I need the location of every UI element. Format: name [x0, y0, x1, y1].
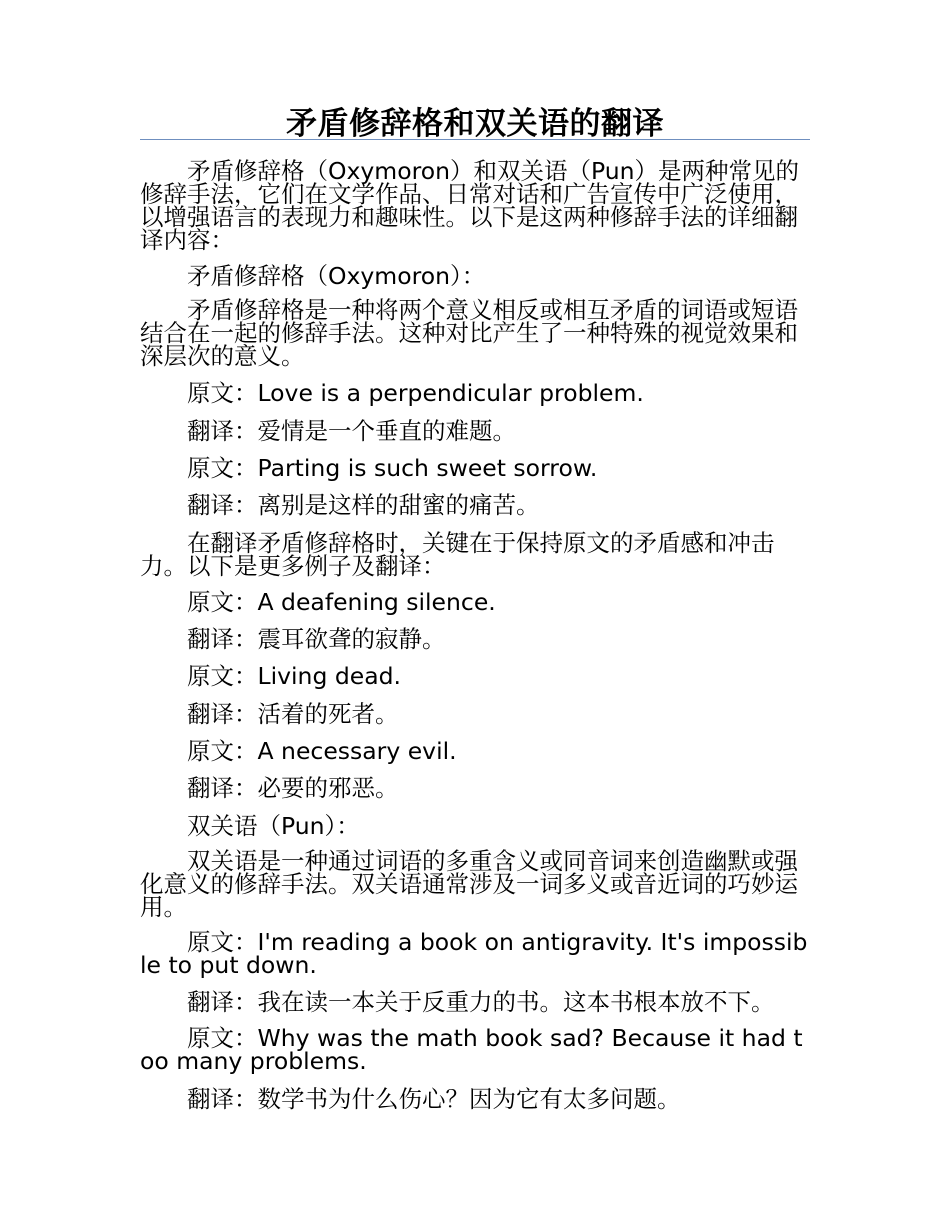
example-translation: 翻译：离别是这样的甜蜜的痛苦。: [187, 491, 540, 519]
example-original: 原文：Why was the math book sad? Because it had too many problems.: [140, 1024, 803, 1075]
oxymoron-translation-note: 在翻译矛盾修辞格时，关键在于保持原文的矛盾感和冲击力。以下是更多例子及翻译：: [140, 529, 775, 580]
section-heading-pun: 双关语（Pun）：: [187, 812, 360, 840]
document-title: 矛盾修辞格和双关语的翻译: [286, 106, 664, 142]
example-translation: 翻译：必要的邪恶。: [187, 774, 399, 802]
example-original: 原文：A deafening silence.: [187, 588, 496, 616]
example-original: 原文：Parting is such sweet sorrow.: [187, 454, 598, 482]
example-translation: 翻译：数学书为什么伤心？因为它有太多问题。: [187, 1085, 681, 1113]
example-original: 原文：Love is a perpendicular problem.: [187, 379, 644, 407]
example-translation: 翻译：我在读一本关于反重力的书。这本书根本放不下。: [187, 988, 775, 1016]
pun-definition: 双关语是一种通过词语的多重含义或同音词来创造幽默或强化意义的修辞手法。双关语通常涉及一词多义或音近词的巧妙运用。: [140, 847, 798, 921]
section-heading-oxymoron: 矛盾修辞格（Oxymoron）：: [187, 262, 486, 290]
example-original: 原文：Living dead.: [187, 662, 402, 690]
example-translation: 翻译：爱情是一个垂直的难题。: [187, 417, 516, 445]
title-underline: [140, 139, 810, 140]
oxymoron-definition: 矛盾修辞格是一种将两个意义相反或相互矛盾的词语或短语结合在一起的修辞手法。这种对比产生了一种特殊的视觉效果和深层次的意义。: [140, 296, 798, 370]
example-original: 原文：A necessary evil.: [187, 737, 457, 765]
intro-paragraph: 矛盾修辞格（Oxymoron）和双关语（Pun）是两种常见的修辞手法，它们在文学作品、日常对话和广告宣传中广泛使用，以增强语言的表现力和趣味性。以下是这两种修辞手法的详细翻译内容：: [140, 157, 800, 254]
example-original: 原文：I'm reading a book on antigravity. It's impossible to put down.: [140, 928, 808, 979]
example-translation: 翻译：活着的死者。: [187, 700, 399, 728]
example-translation: 翻译：震耳欲聋的寂静。: [187, 625, 446, 653]
